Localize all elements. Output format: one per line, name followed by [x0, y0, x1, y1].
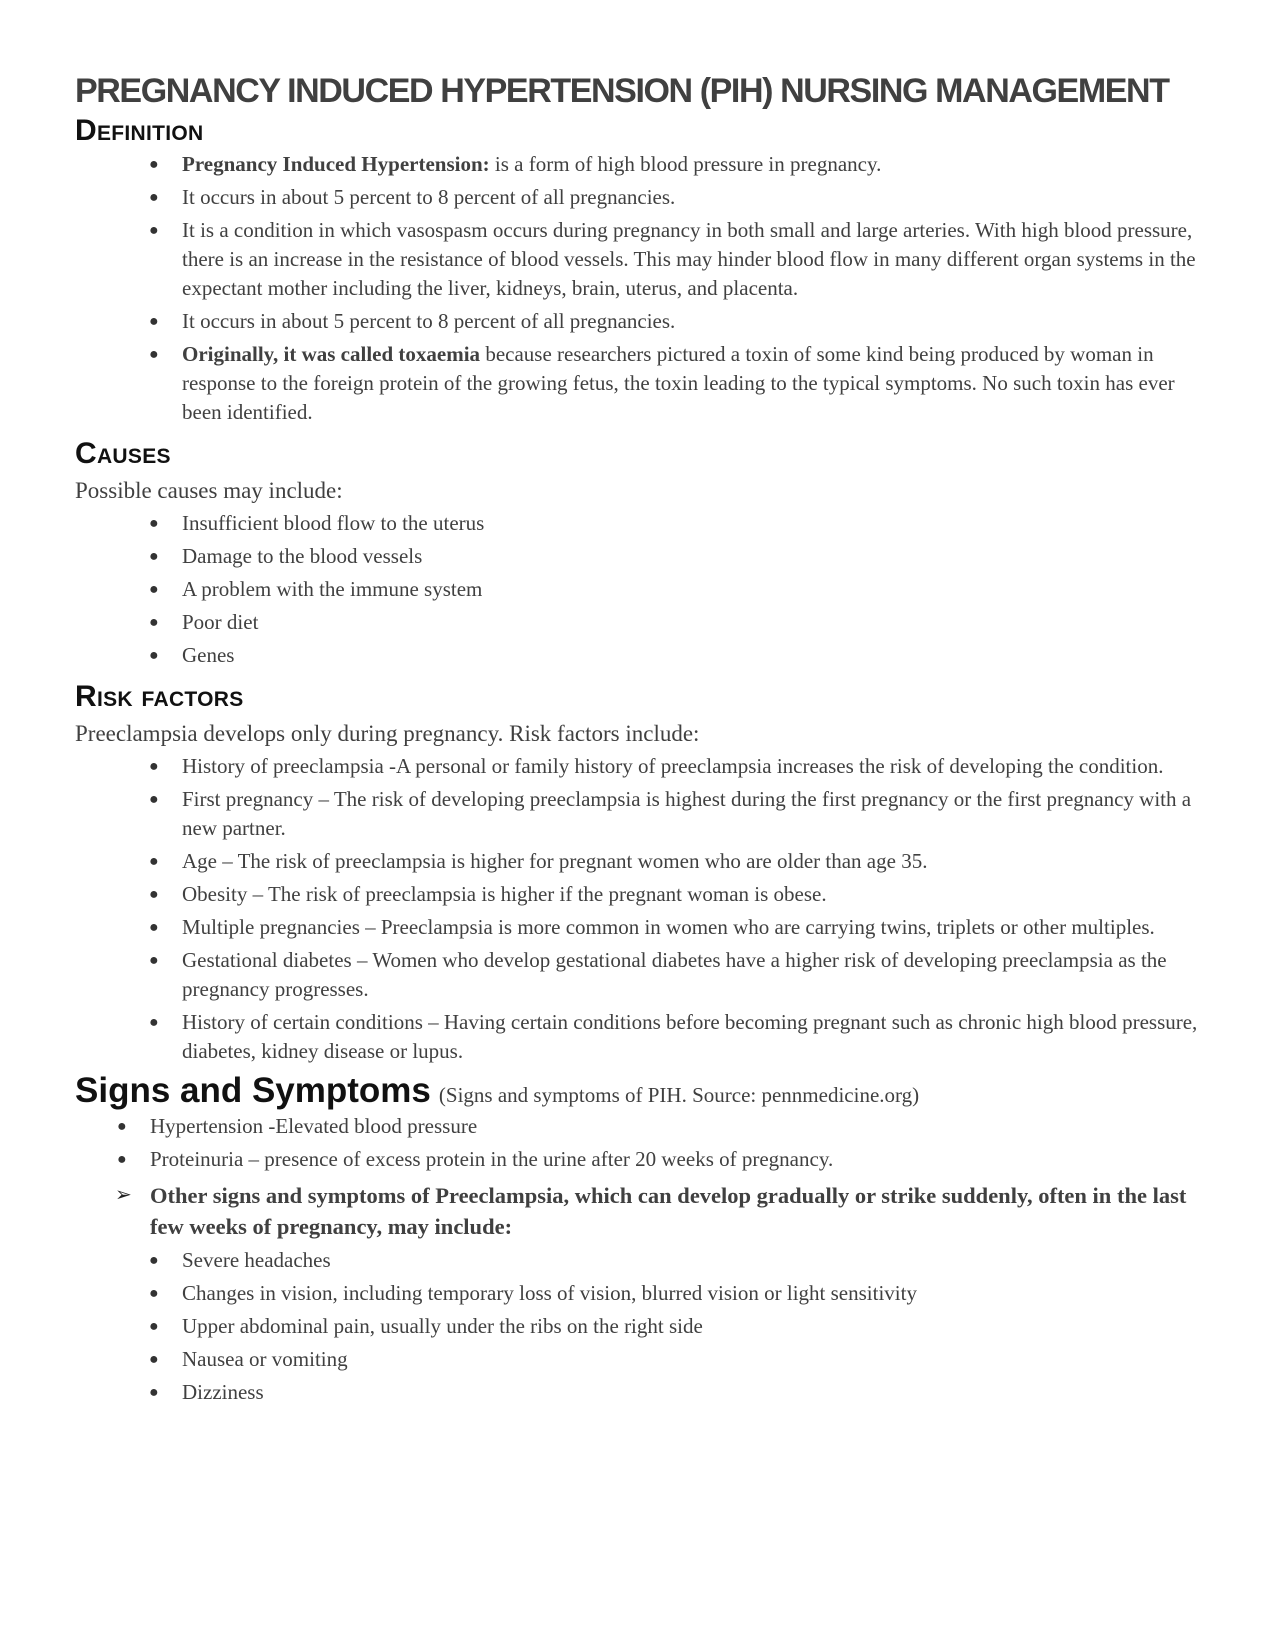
signs-source-note: (Signs and symptoms of PIH. Source: pennmedicine.org) [438, 1083, 920, 1107]
list-item [149, 641, 1205, 670]
bullet-icon: ● [149, 1318, 159, 1335]
list-item-text: Dizziness [182, 1380, 264, 1404]
list-item [149, 150, 1205, 179]
list-item [149, 752, 1205, 781]
list-item-text: History of certain conditions – Having certain conditions before becoming pregnant such as chronic high blood pressure, diabetes, kidney disease or lupus. [182, 1010, 1198, 1063]
list-item [149, 509, 1205, 538]
list-item-text: Upper abdominal pain, usually under the ribs on the right side [182, 1314, 703, 1338]
list-item-text: Nausea or vomiting [182, 1347, 348, 1371]
list-item [149, 1312, 1205, 1341]
list-item-text: Proteinuria – presence of excess protein in the urine after 20 weeks of pregnancy. [150, 1147, 834, 1171]
list-item [149, 1008, 1205, 1066]
list-item-text: First pregnancy – The risk of developing preeclampsia is highest during the first pregnancy or the first pregnancy with a new partner. [182, 787, 1192, 840]
causes-heading: Causes [75, 437, 171, 470]
list-item [149, 880, 1205, 909]
list-item-text: A problem with the immune system [182, 577, 483, 601]
page-title: PREGNANCY INDUCED HYPERTENSION (PIH) NURSING MANAGEMENT [75, 72, 1169, 110]
list-item [149, 1246, 1205, 1275]
list-item-text: Severe headaches [182, 1248, 331, 1272]
bullet-icon: ● [149, 156, 159, 173]
list-item-text: Changes in vision, including temporary loss of vision, blurred vision or light sensitivity [182, 1281, 917, 1305]
bullet-icon: ● [149, 346, 159, 363]
list-item-text: History of preeclampsia -A personal or family history of preeclampsia increases the risk of developing the condition. [182, 754, 1164, 778]
bullet-icon: ● [149, 1252, 159, 1269]
list-item [149, 216, 1205, 303]
list-item-text: Gestational diabetes – Women who develop gestational diabetes have a higher risk of developing preeclampsia as the pregnancy progresses. [182, 948, 1167, 1001]
list-item [149, 785, 1205, 843]
bullet-icon: ● [149, 548, 159, 565]
bullet-icon: ● [149, 189, 159, 206]
bullet-icon: ● [149, 515, 159, 532]
list-item-text: Insufficient blood flow to the uterus [182, 511, 485, 535]
list-item [149, 946, 1205, 1004]
other-signs-list [75, 1246, 1205, 1407]
risk-factors-list [75, 752, 1205, 1066]
list-item-text: Obesity – The risk of preeclampsia is higher if the pregnant woman is obese. [182, 882, 827, 906]
bullet-icon: ● [149, 886, 159, 903]
list-item [149, 847, 1205, 876]
bullet-icon: ● [117, 1151, 127, 1168]
bullet-icon: ● [117, 1118, 127, 1135]
list-item [149, 183, 1205, 212]
list-item-text: It occurs in about 5 percent to 8 percent of all pregnancies. [182, 309, 676, 333]
risk-factors-intro: Preeclampsia develops only during pregnancy. Risk factors include: [75, 721, 700, 746]
bullet-icon: ● [149, 952, 159, 969]
bullet-icon: ● [149, 1384, 159, 1401]
list-item-bold: Originally, it was called toxaemia [182, 342, 481, 366]
list-item [149, 340, 1205, 427]
list-item [149, 1378, 1205, 1407]
list-item-text: Damage to the blood vessels [182, 544, 423, 568]
bullet-icon: ● [149, 1014, 159, 1031]
list-item-text: is a form of high blood pressure in pregnancy. [489, 152, 882, 176]
definition-heading: Definition [75, 114, 204, 147]
list-item-text: Poor diet [182, 610, 259, 634]
definition-list [75, 150, 1205, 427]
list-item [149, 608, 1205, 637]
list-item-text: Multiple pregnancies – Preeclampsia is more common in women who are carrying twins, triplets or other multiples. [182, 915, 1155, 939]
list-item-text: It is a condition in which vasospasm occurs during pregnancy in both small and large arteries. With high blood pressure, there is an increase in the resistance of blood vessels. This may hinder blood flow in many different organ systems in the expectant mother including the liver, kidneys, brain, uterus, and placenta. [182, 218, 1196, 300]
bullet-icon: ● [149, 614, 159, 631]
list-item-text: Genes [182, 643, 235, 667]
bullet-icon: ● [149, 919, 159, 936]
list-item [149, 1279, 1205, 1308]
list-item-bold: Pregnancy Induced Hypertension: [182, 152, 490, 176]
bullet-icon: ● [149, 791, 159, 808]
list-item [149, 913, 1205, 942]
bullet-icon: ● [149, 313, 159, 330]
list-item [149, 575, 1205, 604]
list-item-text: because researchers pictured a toxin of some kind being produced by woman in response to the foreign protein of the growing fetus, the toxin leading to the typical symptoms. No such toxin has ever been identified. [182, 342, 1175, 424]
list-item [117, 1112, 1205, 1141]
list-item-text: Age – The risk of preeclampsia is higher for pregnant women who are older than age 35. [182, 849, 928, 873]
other-signs-heading-text: Other signs and symptoms of Preeclampsia, which can develop gradually or strike suddenly, often in the last few weeks of pregnancy, may include: [150, 1183, 1187, 1239]
signs-main-list [75, 1112, 1205, 1174]
list-item [149, 307, 1205, 336]
causes-list [75, 509, 1205, 670]
list-item [117, 1145, 1205, 1174]
bullet-icon: ● [149, 222, 159, 239]
document-page [75, 70, 1205, 1411]
bullet-icon: ● [149, 647, 159, 664]
list-item-text: It occurs in about 5 percent to 8 percent of all pregnancies. [182, 185, 676, 209]
bullet-icon: ● [149, 853, 159, 870]
list-item [149, 1345, 1205, 1374]
bullet-icon: ● [149, 1351, 159, 1368]
arrow-bullet-icon: ➢ [115, 1184, 132, 1206]
causes-intro: Possible causes may include: [75, 478, 343, 503]
risk-factors-heading: Risk factors [75, 680, 244, 713]
list-item-text: Hypertension -Elevated blood pressure [150, 1114, 478, 1138]
list-item [149, 542, 1205, 571]
bullet-icon: ● [149, 758, 159, 775]
other-signs-heading [75, 1180, 1205, 1242]
signs-heading: Signs and Symptoms [75, 1071, 431, 1110]
signs-heading-row [75, 1070, 1205, 1112]
bullet-icon: ● [149, 1285, 159, 1302]
bullet-icon: ● [149, 581, 159, 598]
